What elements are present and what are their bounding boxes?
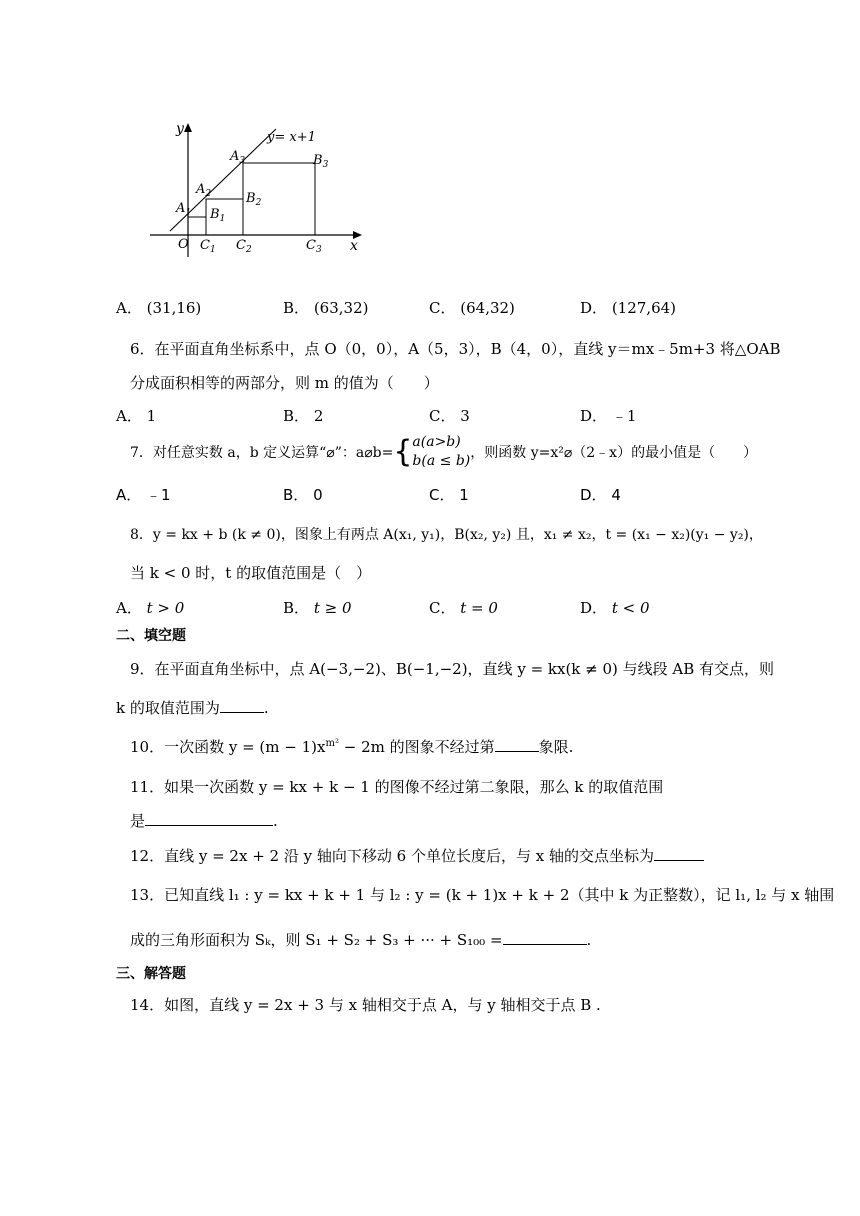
q7-option-d[interactable]: D． 4 [580, 486, 621, 504]
q9-answer-blank[interactable] [220, 698, 264, 713]
c2-label: $C_2$ [236, 238, 252, 255]
a3-label: $A_3$ [230, 149, 246, 166]
q5-option-b[interactable]: B． (63,32) [283, 299, 369, 317]
q7-brace: { [393, 434, 413, 470]
q7-stem [130, 433, 757, 471]
q13-answer-blank[interactable] [503, 930, 587, 945]
a1-label: $A_1$ [176, 201, 192, 218]
q6-option-a[interactable]: A． 1 [116, 407, 157, 425]
q13-line-2: 成的三角形面积为 Sₖ，则 S₁ + S₂ + S₃ + ··· + S₁₀₀ = . [130, 931, 592, 949]
section-answer-heading: 三、解答题 [116, 966, 186, 982]
q12-answer-blank[interactable] [654, 846, 704, 861]
a2-label: $A_2$ [196, 182, 212, 199]
q8-option-d[interactable]: D． t < 0 [580, 599, 650, 617]
c3-label: $C_3$ [306, 238, 322, 255]
q9-line-2: k 的取值范围为 . [116, 699, 269, 717]
b2-label: $B_2$ [246, 191, 262, 208]
q6-option-b[interactable]: B． 2 [283, 407, 324, 425]
q7-case-2: b(a ≤ b) [412, 453, 471, 469]
origin-label: O [178, 237, 189, 252]
q6-option-c[interactable]: C． 3 [429, 407, 470, 425]
q9-line-1: 9．在平面直角坐标中，点 A(−3,−2)、B(−1,−2)，直线 y = kx(k ≠ 0) 与线段 AB 有交点，则 [130, 660, 775, 678]
b1-label: $B_1$ [210, 207, 226, 224]
q10-line: 10．一次函数 $y = (m - 1)x^{m^2} - 2m$ 的图象不经过第 象限. [130, 738, 574, 756]
q8-line-2: 当 k < 0 时，t 的取值范围是（ ） [130, 564, 372, 582]
q7-prefix: 7．对任意实数 a，b 定义运算“⌀”：a⌀b= [130, 445, 394, 461]
q7-suffix: ，则函数 y=x²⌀（2﹣x）的最小值是（ ） [470, 445, 758, 461]
q8-option-a[interactable]: A． t > 0 [116, 599, 185, 617]
q6-option-d[interactable]: D． ﹣1 [580, 407, 637, 425]
b3-label: $B_3$ [313, 153, 329, 170]
q11-line-2: 是 . [130, 812, 278, 830]
section-fill-in-heading: 二、填空题 [116, 628, 186, 644]
x-axis-label: x [350, 238, 358, 254]
q13-line-1: 13．已知直线 l₁ : y = kx + k + 1 与 l₂ : y = (k + 1)x + k + 2（其中 k 为正整数），记 l₁, l₂ 与 x 轴围 [130, 886, 835, 904]
q11-answer-blank[interactable] [145, 811, 273, 826]
q7-cases [412, 433, 470, 471]
q7-option-b[interactable]: B． 0 [283, 486, 323, 504]
q10-answer-blank[interactable] [495, 737, 539, 752]
y-axis-arrow [184, 123, 192, 132]
q11-line-1: 11．如果一次函数 y = kx + k − 1 的图像不经过第二象限，那么 k 的取值范围 [130, 778, 664, 796]
y-axis-label: y [176, 121, 184, 137]
q7-option-a[interactable]: A． ﹣1 [116, 486, 171, 504]
q5-option-a[interactable]: A． (31,16) [116, 299, 202, 317]
q8-option-b[interactable]: B． t ≥ 0 [283, 599, 352, 617]
c1-label: $C_1$ [200, 238, 216, 255]
staircase-figure [140, 115, 380, 265]
q6-line-2: 分成面积相等的两部分，则 m 的值为（ ） [130, 374, 439, 392]
q8-option-c[interactable]: C． t = 0 [429, 599, 498, 617]
line-label: y= x+1 [267, 130, 316, 145]
q7-option-c[interactable]: C． 1 [429, 486, 469, 504]
q6-line-1: 6．在平面直角坐标系中，点 O（0，0），A（5，3），B（4，0），直线 y＝mx﹣5m+3 将△OAB [130, 340, 781, 358]
q5-option-d[interactable]: D． (127,64) [580, 299, 677, 317]
square-1 [188, 217, 206, 235]
q14-line: 14．如图，直线 y = 2x + 3 与 x 轴相交于点 A，与 y 轴相交于点 B . [130, 996, 601, 1014]
q7-case-1: a(a>b) [412, 434, 461, 450]
q8-line-1: 8．y = kx + b (k ≠ 0)，图象上有两点 A(x₁, y₁)，B(x₂, y₂) 且，x₁ ≠ x₂，t = (x₁ − x₂)(y₁ − y₂)， [130, 527, 763, 543]
q5-option-c[interactable]: C． (64,32) [429, 299, 515, 317]
q12-line: 12．直线 y = 2x + 2 沿 y 轴向下移动 6 个单位长度后，与 x 轴的交点坐标为 [130, 845, 704, 866]
